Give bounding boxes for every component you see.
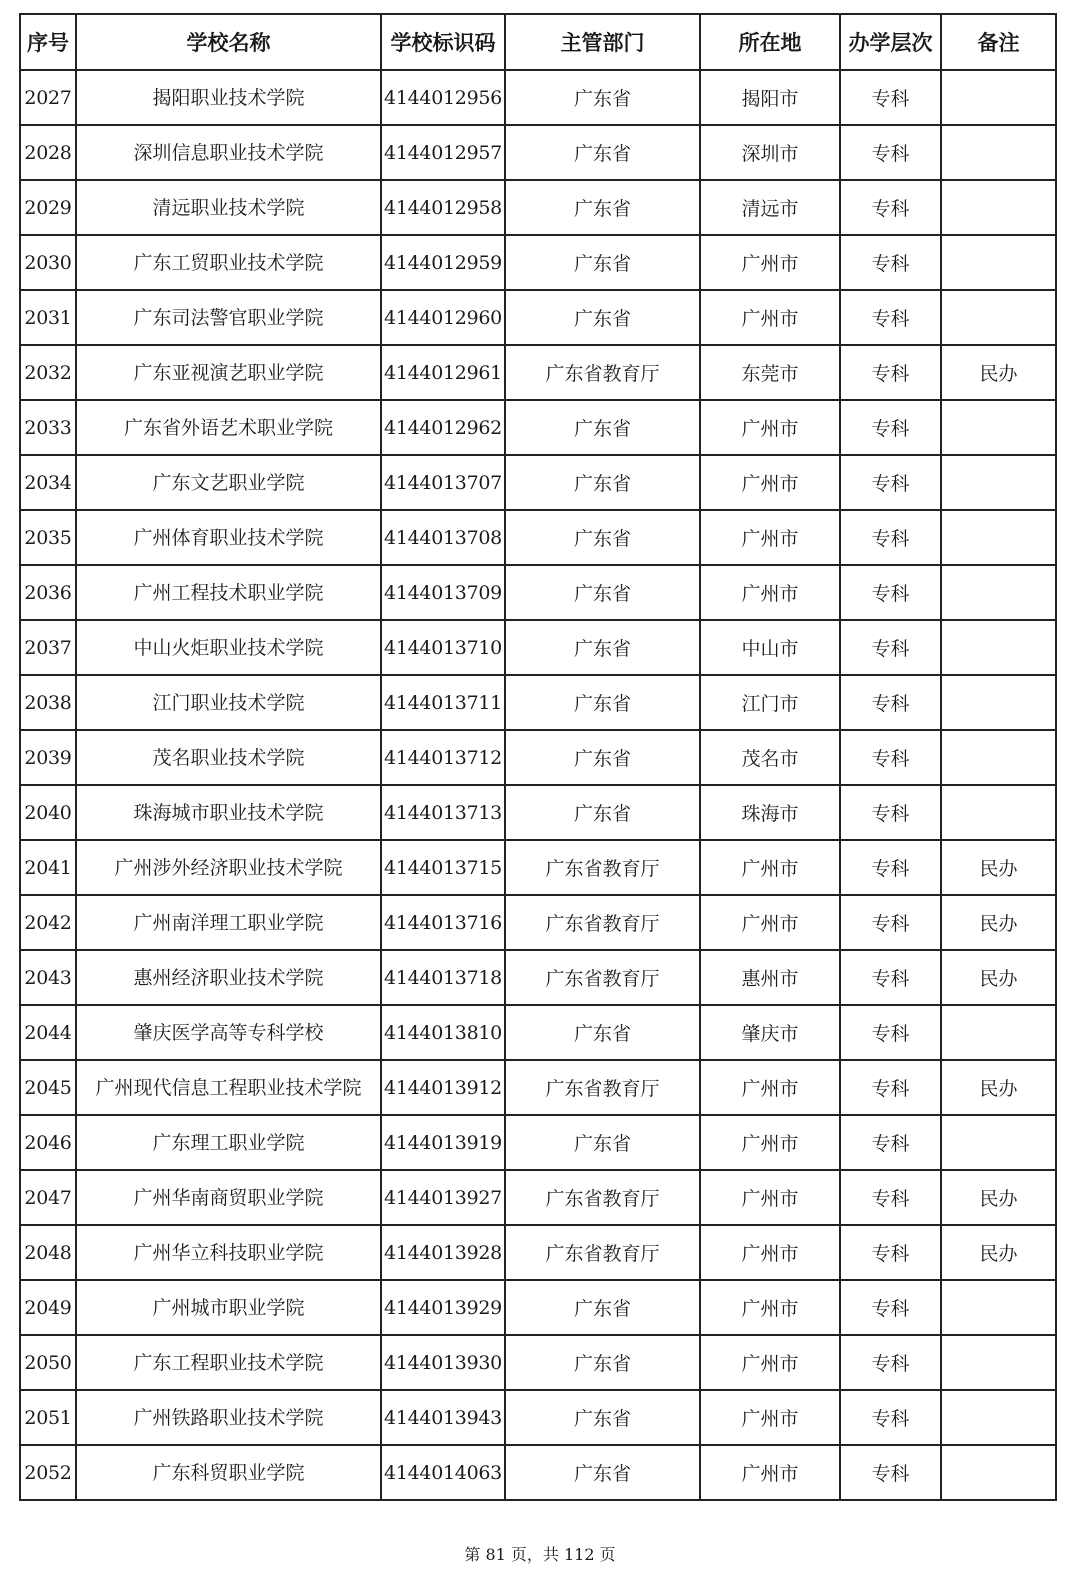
- cell-remarks: [941, 510, 1056, 565]
- cell-school-code: 4144013929: [381, 1280, 505, 1335]
- cell-school-name: 广东工贸职业技术学院: [76, 235, 381, 290]
- cell-location: 广州市: [700, 1225, 840, 1280]
- cell-level: 专科: [840, 1280, 941, 1335]
- table-row: [20, 1280, 1056, 1335]
- cell-school-code: 4144013708: [381, 510, 505, 565]
- cell-location: 广州市: [700, 510, 840, 565]
- cell-remarks: [941, 675, 1056, 730]
- cell-location: 广州市: [700, 1445, 840, 1500]
- cell-school-code: 4144012957: [381, 125, 505, 180]
- cell-remarks: [941, 1445, 1056, 1500]
- table-row: [20, 675, 1056, 730]
- header-school-code: 学校标识码: [381, 14, 505, 70]
- cell-index: 2030: [20, 235, 76, 290]
- cell-level: 专科: [840, 1060, 941, 1115]
- table-row: [20, 785, 1056, 840]
- cell-remarks: [941, 1390, 1056, 1445]
- table-row: [20, 70, 1056, 125]
- table-row: [20, 290, 1056, 345]
- header-index: 序号: [20, 14, 76, 70]
- cell-level: 专科: [840, 1170, 941, 1225]
- table-row: [20, 1005, 1056, 1060]
- cell-location: 广州市: [700, 400, 840, 455]
- cell-school-name: 揭阳职业技术学院: [76, 70, 381, 125]
- cell-index: 2029: [20, 180, 76, 235]
- cell-index: 2031: [20, 290, 76, 345]
- cell-authority: 广东省教育厅: [505, 840, 700, 895]
- cell-authority: 广东省: [505, 785, 700, 840]
- table-row: [20, 1225, 1056, 1280]
- cell-index: 2042: [20, 895, 76, 950]
- table-row: [20, 950, 1056, 1005]
- cell-index: 2045: [20, 1060, 76, 1115]
- cell-location: 广州市: [700, 290, 840, 345]
- cell-location: 广州市: [700, 565, 840, 620]
- cell-authority: 广东省: [505, 1115, 700, 1170]
- cell-location: 揭阳市: [700, 70, 840, 125]
- cell-level: 专科: [840, 785, 941, 840]
- cell-school-name: 广州工程技术职业学院: [76, 565, 381, 620]
- cell-school-name: 广州华立科技职业学院: [76, 1225, 381, 1280]
- cell-level: 专科: [840, 840, 941, 895]
- cell-authority: 广东省: [505, 1335, 700, 1390]
- cell-remarks: [941, 1280, 1056, 1335]
- cell-location: 东莞市: [700, 345, 840, 400]
- cell-school-code: 4144013930: [381, 1335, 505, 1390]
- table-row: [20, 235, 1056, 290]
- table-row: [20, 1060, 1056, 1115]
- cell-school-name: 深圳信息职业技术学院: [76, 125, 381, 180]
- table-row: [20, 730, 1056, 785]
- cell-remarks: 民办: [941, 840, 1056, 895]
- cell-index: 2049: [20, 1280, 76, 1335]
- cell-index: 2033: [20, 400, 76, 455]
- cell-remarks: 民办: [941, 345, 1056, 400]
- cell-location: 广州市: [700, 1280, 840, 1335]
- cell-level: 专科: [840, 1005, 941, 1060]
- cell-remarks: [941, 400, 1056, 455]
- cell-index: 2052: [20, 1445, 76, 1500]
- cell-location: 广州市: [700, 1390, 840, 1445]
- cell-remarks: [941, 1335, 1056, 1390]
- cell-authority: 广东省: [505, 125, 700, 180]
- table-row: [20, 1115, 1056, 1170]
- cell-authority: 广东省: [505, 455, 700, 510]
- cell-level: 专科: [840, 455, 941, 510]
- cell-location: 肇庆市: [700, 1005, 840, 1060]
- cell-school-name: 广州体育职业技术学院: [76, 510, 381, 565]
- cell-school-code: 4144012961: [381, 345, 505, 400]
- cell-school-name: 广东文艺职业学院: [76, 455, 381, 510]
- cell-index: 2046: [20, 1115, 76, 1170]
- cell-index: 2036: [20, 565, 76, 620]
- cell-remarks: [941, 455, 1056, 510]
- cell-authority: 广东省: [505, 290, 700, 345]
- cell-authority: 广东省教育厅: [505, 950, 700, 1005]
- cell-level: 专科: [840, 180, 941, 235]
- cell-school-name: 广东理工职业学院: [76, 1115, 381, 1170]
- table-row: [20, 125, 1056, 180]
- cell-school-code: 4144013943: [381, 1390, 505, 1445]
- table-row: [20, 840, 1056, 895]
- cell-level: 专科: [840, 1115, 941, 1170]
- cell-level: 专科: [840, 620, 941, 675]
- cell-remarks: [941, 730, 1056, 785]
- cell-remarks: 民办: [941, 950, 1056, 1005]
- cell-authority: 广东省: [505, 1005, 700, 1060]
- cell-location: 清远市: [700, 180, 840, 235]
- cell-level: 专科: [840, 290, 941, 345]
- cell-remarks: [941, 785, 1056, 840]
- cell-index: 2047: [20, 1170, 76, 1225]
- cell-location: 珠海市: [700, 785, 840, 840]
- cell-school-code: 4144012958: [381, 180, 505, 235]
- cell-authority: 广东省: [505, 730, 700, 785]
- cell-authority: 广东省: [505, 1390, 700, 1445]
- cell-level: 专科: [840, 895, 941, 950]
- cell-level: 专科: [840, 565, 941, 620]
- cell-level: 专科: [840, 235, 941, 290]
- cell-school-name: 广州现代信息工程职业技术学院: [76, 1060, 381, 1115]
- table-row: [20, 895, 1056, 950]
- cell-school-code: 4144013810: [381, 1005, 505, 1060]
- table-row: [20, 180, 1056, 235]
- cell-index: 2050: [20, 1335, 76, 1390]
- cell-authority: 广东省: [505, 180, 700, 235]
- table-row: [20, 1170, 1056, 1225]
- cell-school-name: 广州华南商贸职业学院: [76, 1170, 381, 1225]
- cell-remarks: [941, 235, 1056, 290]
- cell-school-code: 4144013713: [381, 785, 505, 840]
- cell-school-code: 4144012960: [381, 290, 505, 345]
- cell-location: 中山市: [700, 620, 840, 675]
- page-footer: 第 81 页，共 112 页: [464, 1545, 616, 1564]
- cell-school-name: 广东工程职业技术学院: [76, 1335, 381, 1390]
- cell-level: 专科: [840, 400, 941, 455]
- cell-school-code: 4144013927: [381, 1170, 505, 1225]
- cell-remarks: [941, 125, 1056, 180]
- table-row: [20, 1445, 1056, 1500]
- cell-remarks: 民办: [941, 1060, 1056, 1115]
- cell-school-code: 4144013912: [381, 1060, 505, 1115]
- cell-remarks: [941, 290, 1056, 345]
- cell-authority: 广东省教育厅: [505, 1170, 700, 1225]
- cell-school-name: 肇庆医学高等专科学校: [76, 1005, 381, 1060]
- cell-location: 广州市: [700, 1335, 840, 1390]
- cell-school-name: 广州涉外经济职业技术学院: [76, 840, 381, 895]
- cell-school-code: 4144013919: [381, 1115, 505, 1170]
- cell-level: 专科: [840, 1335, 941, 1390]
- cell-location: 广州市: [700, 1170, 840, 1225]
- cell-school-name: 广州铁路职业技术学院: [76, 1390, 381, 1445]
- cell-authority: 广东省: [505, 620, 700, 675]
- cell-school-code: 4144013711: [381, 675, 505, 730]
- header-location: 所在地: [700, 14, 840, 70]
- cell-school-code: 4144013928: [381, 1225, 505, 1280]
- cell-level: 专科: [840, 125, 941, 180]
- cell-school-name: 惠州经济职业技术学院: [76, 950, 381, 1005]
- cell-authority: 广东省: [505, 565, 700, 620]
- cell-school-code: 4144014063: [381, 1445, 505, 1500]
- table-body: [20, 70, 1056, 1500]
- cell-school-name: 广东科贸职业学院: [76, 1445, 381, 1500]
- cell-level: 专科: [840, 1390, 941, 1445]
- cell-authority: 广东省教育厅: [505, 1060, 700, 1115]
- cell-authority: 广东省: [505, 235, 700, 290]
- cell-school-name: 广州城市职业学院: [76, 1280, 381, 1335]
- cell-remarks: [941, 1005, 1056, 1060]
- table-row: [20, 455, 1056, 510]
- cell-school-name: 清远职业技术学院: [76, 180, 381, 235]
- cell-school-code: 4144013709: [381, 565, 505, 620]
- cell-remarks: 民办: [941, 1225, 1056, 1280]
- cell-school-name: 广州南洋理工职业学院: [76, 895, 381, 950]
- cell-index: 2048: [20, 1225, 76, 1280]
- cell-index: 2040: [20, 785, 76, 840]
- cell-index: 2034: [20, 455, 76, 510]
- cell-index: 2038: [20, 675, 76, 730]
- cell-location: 茂名市: [700, 730, 840, 785]
- cell-index: 2035: [20, 510, 76, 565]
- cell-authority: 广东省教育厅: [505, 1225, 700, 1280]
- header-remarks: 备注: [941, 14, 1056, 70]
- cell-level: 专科: [840, 1445, 941, 1500]
- header-authority: 主管部门: [505, 14, 700, 70]
- cell-level: 专科: [840, 675, 941, 730]
- cell-school-code: 4144013715: [381, 840, 505, 895]
- cell-authority: 广东省: [505, 400, 700, 455]
- cell-remarks: 民办: [941, 895, 1056, 950]
- cell-level: 专科: [840, 1225, 941, 1280]
- table-row: [20, 510, 1056, 565]
- cell-level: 专科: [840, 510, 941, 565]
- table-row: [20, 400, 1056, 455]
- cell-authority: 广东省教育厅: [505, 345, 700, 400]
- cell-school-name: 广东省外语艺术职业学院: [76, 400, 381, 455]
- cell-school-code: 4144012962: [381, 400, 505, 455]
- cell-school-name: 茂名职业技术学院: [76, 730, 381, 785]
- cell-school-name: 广东司法警官职业学院: [76, 290, 381, 345]
- cell-index: 2039: [20, 730, 76, 785]
- cell-index: 2041: [20, 840, 76, 895]
- cell-remarks: [941, 1115, 1056, 1170]
- cell-level: 专科: [840, 950, 941, 1005]
- cell-remarks: 民办: [941, 1170, 1056, 1225]
- cell-school-name: 江门职业技术学院: [76, 675, 381, 730]
- cell-school-code: 4144013710: [381, 620, 505, 675]
- cell-location: 广州市: [700, 895, 840, 950]
- cell-school-name: 珠海城市职业技术学院: [76, 785, 381, 840]
- cell-level: 专科: [840, 70, 941, 125]
- cell-school-code: 4144012956: [381, 70, 505, 125]
- table-row: [20, 345, 1056, 400]
- cell-index: 2027: [20, 70, 76, 125]
- cell-remarks: [941, 565, 1056, 620]
- cell-authority: 广东省: [505, 70, 700, 125]
- table-row: [20, 565, 1056, 620]
- cell-school-code: 4144013718: [381, 950, 505, 1005]
- cell-school-name: 中山火炬职业技术学院: [76, 620, 381, 675]
- cell-remarks: [941, 180, 1056, 235]
- cell-level: 专科: [840, 730, 941, 785]
- cell-school-code: 4144013716: [381, 895, 505, 950]
- header-school-name: 学校名称: [76, 14, 381, 70]
- cell-location: 广州市: [700, 455, 840, 510]
- cell-remarks: [941, 70, 1056, 125]
- cell-school-code: 4144013712: [381, 730, 505, 785]
- table-row: [20, 1390, 1056, 1445]
- cell-school-name: 广东亚视演艺职业学院: [76, 345, 381, 400]
- cell-authority: 广东省: [505, 510, 700, 565]
- cell-authority: 广东省: [505, 1280, 700, 1335]
- cell-level: 专科: [840, 345, 941, 400]
- cell-index: 2044: [20, 1005, 76, 1060]
- cell-location: 江门市: [700, 675, 840, 730]
- cell-authority: 广东省: [505, 675, 700, 730]
- cell-index: 2043: [20, 950, 76, 1005]
- cell-index: 2037: [20, 620, 76, 675]
- cell-authority: 广东省教育厅: [505, 895, 700, 950]
- cell-index: 2051: [20, 1390, 76, 1445]
- cell-location: 广州市: [700, 1060, 840, 1115]
- header-level: 办学层次: [840, 14, 941, 70]
- cell-index: 2028: [20, 125, 76, 180]
- school-list-table: [19, 13, 1057, 1501]
- table-row: [20, 1335, 1056, 1390]
- cell-school-code: 4144012959: [381, 235, 505, 290]
- cell-remarks: [941, 620, 1056, 675]
- cell-location: 深圳市: [700, 125, 840, 180]
- table-header-row: [20, 14, 1056, 70]
- cell-location: 惠州市: [700, 950, 840, 1005]
- cell-school-code: 4144013707: [381, 455, 505, 510]
- cell-location: 广州市: [700, 235, 840, 290]
- cell-location: 广州市: [700, 840, 840, 895]
- table-row: [20, 620, 1056, 675]
- cell-location: 广州市: [700, 1115, 840, 1170]
- cell-index: 2032: [20, 345, 76, 400]
- cell-authority: 广东省: [505, 1445, 700, 1500]
